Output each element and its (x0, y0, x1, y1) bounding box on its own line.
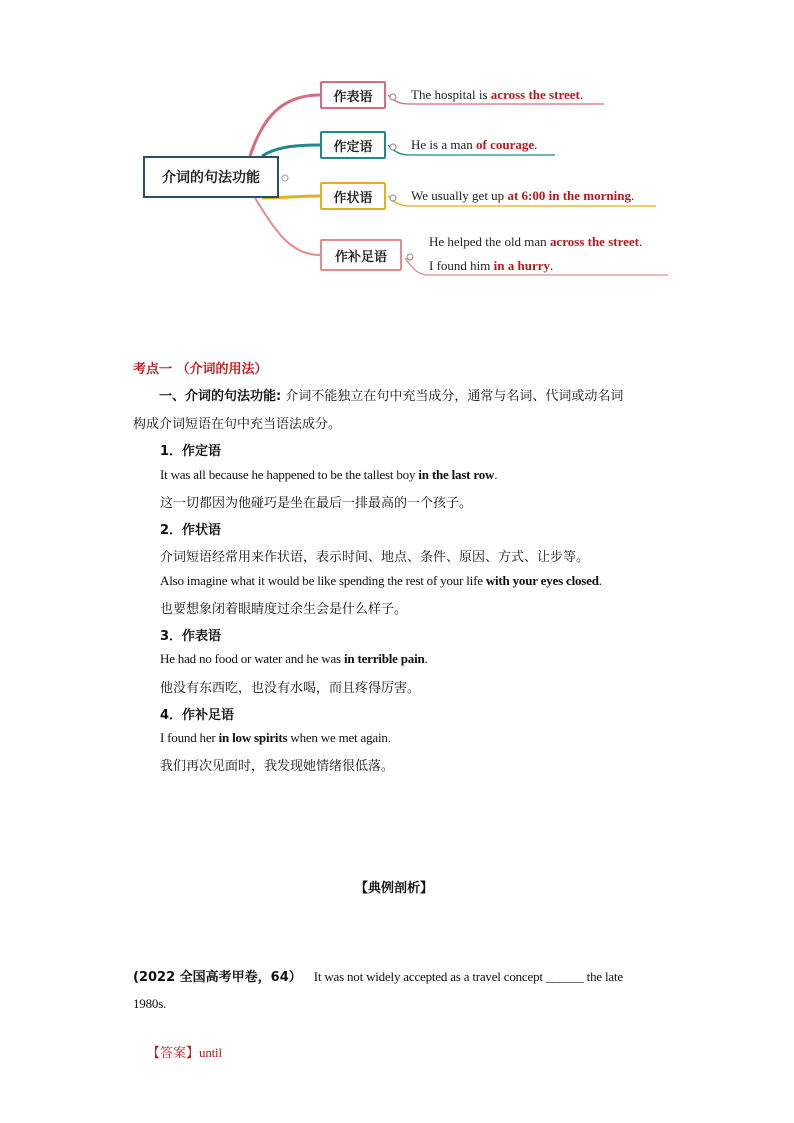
connector-dingyu (262, 145, 320, 156)
example-question-line2: 1980s. (133, 996, 167, 1011)
item-example-en-biaoyu: He had no food or water and he was in terrible pain. (160, 651, 428, 666)
section-intro-line2: 构成介词短语在句中充当语法成分。 (133, 417, 342, 432)
item-heading-zhuangyu: 2．作状语 (160, 523, 222, 538)
example-answer: 【答案】until (147, 1045, 222, 1061)
branch-example-zhuangyu: We usually get up at 6:00 in the morning. (411, 188, 635, 203)
branch-example-buzuyu-1: He helped the old man across the street. (429, 234, 643, 249)
section-intro-line1: 一、介词的句法功能: 介词不能独立在句中充当成分，通常与名词、代词或动名词 (159, 389, 624, 404)
branch-node-biaoyu: 作表语 (320, 81, 386, 109)
item-example-en-zhuangyu: Also imagine what it would be like spending the rest of your life with your eyes closed. (160, 573, 602, 588)
branch-node-zhuangyu: 作状语 (320, 182, 386, 210)
item-heading-biaoyu: 3．作表语 (160, 629, 222, 644)
item-heading-dingyu: 1．作定语 (160, 444, 222, 459)
mindmap-center-node: 介词的句法功能 (143, 156, 279, 198)
branch-node-dingyu: 作定语 (320, 131, 386, 159)
example-heading: 【典例剖析】 (355, 881, 434, 896)
item-translation-zhuangyu: 也要想象闭着眼睛度过余生会是什么样子。 (160, 602, 408, 617)
item-translation-buzuyu: 我们再次见面时，我发现她情绪很低落。 (160, 759, 395, 774)
item-example-en-buzuyu: I found her in low spirits when we met again. (160, 730, 391, 745)
item-translation-dingyu: 这一切都因为他碰巧是坐在最后一排最高的一个孩子。 (160, 496, 473, 511)
branch-example-biaoyu: The hospital is across the street. (411, 87, 584, 102)
item-translation-biaoyu: 他没有东西吃，也没有水喝，而且疼得厉害。 (160, 681, 421, 696)
branch-example-dingyu: He is a man of courage. (411, 137, 538, 152)
section-title: 考点一 （介词的用法） (133, 362, 268, 377)
branch-node-buzuyu: 作补足语 (320, 239, 402, 271)
branch-example-buzuyu-2: I found him in a hurry. (429, 258, 554, 273)
connector-buzuyu (255, 198, 320, 255)
example-question-line1: (2022 全国高考甲卷，64） It was not widely accepted as a travel concept ______ the late (133, 969, 623, 985)
item-heading-buzuyu: 4．作补足语 (160, 708, 235, 723)
item-example-en-dingyu: It was all because he happened to be the tallest boy in the last row. (160, 467, 498, 482)
item-desc-zhuangyu: 介词短语经常用来作状语，表示时间、地点、条件、原因、方式、让步等。 (160, 550, 590, 565)
